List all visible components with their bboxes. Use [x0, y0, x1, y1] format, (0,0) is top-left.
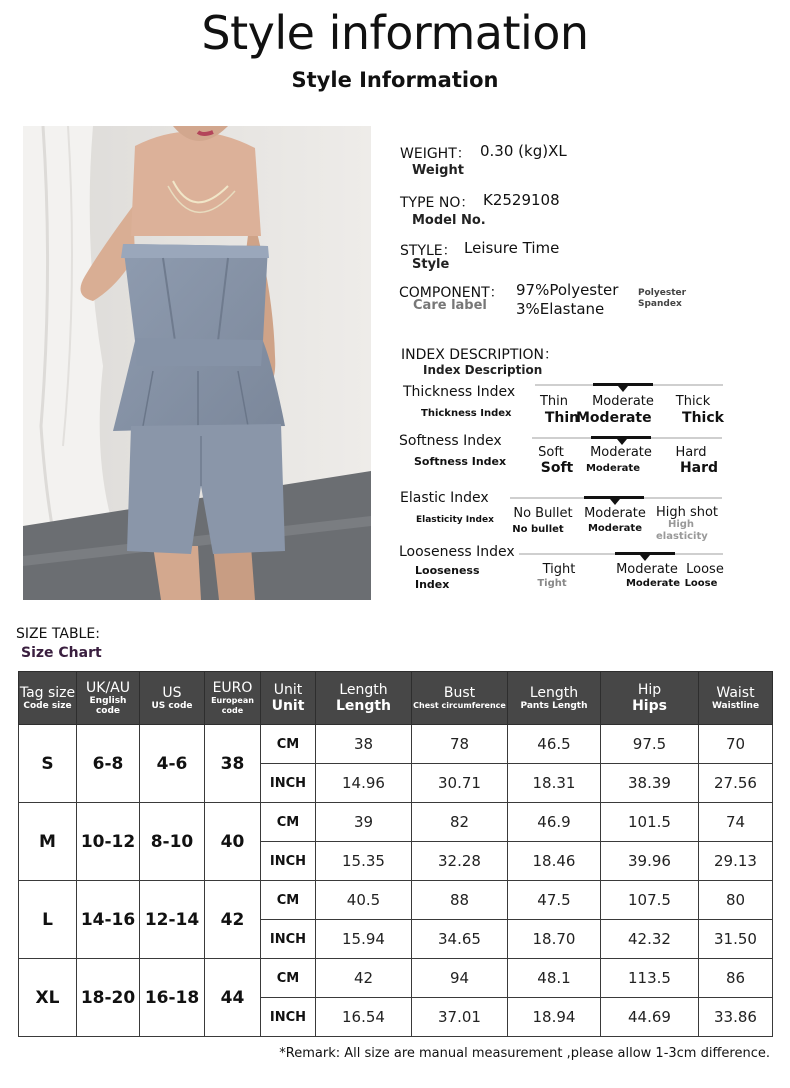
value-cell: 31.50: [699, 920, 773, 959]
elastic-option-no-bullet: No Bullet: [513, 506, 573, 521]
value-cell: 82: [412, 803, 508, 842]
value-cell: 29.13: [699, 842, 773, 881]
value-cell: 38.39: [601, 764, 699, 803]
softness-sub-hard: Hard: [679, 460, 719, 476]
remark-note: *Remark: All size are manual measurement ,please allow 1-3cm difference.: [279, 1046, 770, 1061]
elastic-index-sublabel: Elasticity Index: [416, 515, 494, 525]
softness-sub-moderate: Moderate: [585, 463, 640, 474]
looseness-index-sublabel-2: Index: [415, 578, 450, 591]
table-row: [19, 881, 773, 920]
value-cell: 14.96: [316, 764, 412, 803]
style-sublabel: Style: [412, 257, 450, 272]
looseness-option-moderate: Moderate: [616, 562, 678, 577]
euro-cell: 40: [205, 803, 261, 881]
uk-au-cell: 10-12: [77, 803, 140, 881]
elastic-marker-icon: [610, 499, 620, 505]
looseness-index-label: Looseness Index: [399, 544, 515, 560]
value-cell: 33.86: [699, 998, 773, 1037]
looseness-option-loose: Loose: [686, 562, 724, 577]
value-cell: 15.35: [316, 842, 412, 881]
softness-sub-soft: Soft: [540, 460, 574, 476]
component-value-1: 97%Polyester: [516, 281, 619, 299]
us-cell: 4-6: [140, 725, 205, 803]
softness-option-hard: Hard: [675, 445, 707, 460]
component-label: COMPONENT：: [399, 285, 504, 301]
value-cell: 74: [699, 803, 773, 842]
thickness-option-thick: Thick: [675, 394, 711, 409]
size-cell: L: [19, 881, 77, 959]
looseness-sub-loose: Loose: [684, 578, 718, 589]
thickness-index-label: Thickness Index: [403, 384, 516, 400]
value-cell: 42.32: [601, 920, 699, 959]
euro-cell: 44: [205, 959, 261, 1037]
us-cell: 8-10: [140, 803, 205, 881]
product-photo: [23, 126, 371, 600]
elastic-sub-high-elasticity: High elasticity: [656, 519, 708, 542]
value-cell: 30.71: [412, 764, 508, 803]
softness-index-sublabel: Softness Index: [414, 455, 507, 468]
value-cell: 40.5: [316, 881, 412, 920]
softness-option-soft: Soft: [538, 445, 564, 460]
value-cell: 39: [316, 803, 412, 842]
euro-cell: 42: [205, 881, 261, 959]
header-euro: EURO European code: [205, 672, 261, 725]
weight-sublabel: Weight: [412, 163, 464, 178]
table-row: [19, 803, 773, 842]
elastic-sub-moderate: Moderate: [587, 523, 642, 534]
looseness-sub-tight: Tight: [537, 578, 567, 589]
value-cell: 32.28: [412, 842, 508, 881]
index-heading: INDEX DESCRIPTION：: [401, 347, 559, 363]
elastic-option-high-shot: High shot: [655, 505, 719, 520]
page-title: Style information: [201, 6, 589, 60]
value-cell: 113.5: [601, 959, 699, 998]
value-cell: 88: [412, 881, 508, 920]
unit-cell: CM: [261, 959, 316, 998]
thickness-sub-thick: Thick: [682, 410, 724, 426]
value-cell: 97.5: [601, 725, 699, 764]
value-cell: 107.5: [601, 881, 699, 920]
style-label: STYLE：: [400, 243, 457, 259]
looseness-sub-moderate: Moderate: [625, 578, 680, 589]
value-cell: 15.94: [316, 920, 412, 959]
size-table-label: SIZE TABLE:: [16, 626, 100, 642]
size-cell: XL: [19, 959, 77, 1037]
looseness-marker-icon: [640, 555, 650, 561]
elastic-sub-no-bullet: No bullet: [512, 524, 564, 535]
unit-cell: INCH: [261, 764, 316, 803]
component-tiny-2: Spandex: [638, 299, 682, 309]
header-bust: Bust Chest circumference: [412, 672, 508, 725]
thickness-sub-moderate: Moderate: [576, 410, 652, 426]
unit-cell: CM: [261, 881, 316, 920]
weight-value: 0.30 (kg)XL: [480, 142, 567, 160]
value-cell: 86: [699, 959, 773, 998]
value-cell: 37.01: [412, 998, 508, 1037]
softness-index-label: Softness Index: [399, 433, 502, 449]
value-cell: 39.96: [601, 842, 699, 881]
header-uk-au: UK/AU English code: [77, 672, 140, 725]
component-sublabel: Care label: [413, 298, 487, 313]
header-us: US US code: [140, 672, 205, 725]
value-cell: 70: [699, 725, 773, 764]
value-cell: 46.9: [508, 803, 601, 842]
softness-option-moderate: Moderate: [590, 445, 652, 460]
value-cell: 27.56: [699, 764, 773, 803]
thickness-option-moderate: Moderate: [592, 394, 654, 409]
elastic-index-label: Elastic Index: [400, 490, 489, 506]
type-value: K2529108: [483, 191, 560, 209]
page-subtitle: Style Information: [291, 68, 499, 92]
value-cell: 18.94: [508, 998, 601, 1037]
table-row: [19, 959, 773, 998]
size-chart-label: Size Chart: [21, 645, 102, 661]
thickness-sub-thin: Thin: [544, 410, 580, 426]
value-cell: 48.1: [508, 959, 601, 998]
header-length: Length Length: [316, 672, 412, 725]
value-cell: 44.69: [601, 998, 699, 1037]
value-cell: 47.5: [508, 881, 601, 920]
thickness-index-sublabel: Thickness Index: [421, 408, 512, 419]
us-cell: 16-18: [140, 959, 205, 1037]
type-sublabel: Model No.: [412, 213, 486, 228]
thickness-marker-icon: [618, 386, 628, 392]
elastic-option-moderate: Moderate: [584, 506, 646, 521]
header-pants-length: Length Pants Length: [508, 672, 601, 725]
value-cell: 16.54: [316, 998, 412, 1037]
unit-cell: INCH: [261, 842, 316, 881]
header-hip: Hip Hips: [601, 672, 699, 725]
value-cell: 18.70: [508, 920, 601, 959]
value-cell: 18.31: [508, 764, 601, 803]
uk-au-cell: 6-8: [77, 725, 140, 803]
index-subheading: Index Description: [423, 363, 543, 377]
style-value: Leisure Time: [464, 239, 560, 257]
size-cell: S: [19, 725, 77, 803]
value-cell: 80: [699, 881, 773, 920]
model-illustration: [23, 126, 371, 600]
component-tiny-1: Polyester: [638, 288, 687, 298]
value-cell: 78: [412, 725, 508, 764]
looseness-index-sublabel-1: Looseness: [415, 564, 480, 577]
value-cell: 46.5: [508, 725, 601, 764]
euro-cell: 38: [205, 725, 261, 803]
size-table-header-row: [19, 672, 773, 725]
table-row: [19, 725, 773, 764]
size-cell: M: [19, 803, 77, 881]
us-cell: 12-14: [140, 881, 205, 959]
looseness-option-tight: Tight: [542, 562, 576, 577]
value-cell: 94: [412, 959, 508, 998]
component-value-2: 3%Elastane: [516, 300, 605, 318]
unit-cell: INCH: [261, 998, 316, 1037]
unit-cell: INCH: [261, 920, 316, 959]
type-label: TYPE NO：: [400, 195, 475, 211]
uk-au-cell: 14-16: [77, 881, 140, 959]
weight-label: WEIGHT：: [400, 146, 471, 162]
uk-au-cell: 18-20: [77, 959, 140, 1037]
value-cell: 42: [316, 959, 412, 998]
thickness-option-thin: Thin: [539, 394, 569, 409]
value-cell: 18.46: [508, 842, 601, 881]
unit-cell: CM: [261, 725, 316, 764]
unit-cell: CM: [261, 803, 316, 842]
header-unit: Unit Unit: [261, 672, 316, 725]
header-waist: Waist Waistline: [699, 672, 773, 725]
size-table: [18, 671, 773, 1037]
value-cell: 38: [316, 725, 412, 764]
value-cell: 101.5: [601, 803, 699, 842]
value-cell: 34.65: [412, 920, 508, 959]
header-tag-size: Tag size Code size: [19, 672, 77, 725]
